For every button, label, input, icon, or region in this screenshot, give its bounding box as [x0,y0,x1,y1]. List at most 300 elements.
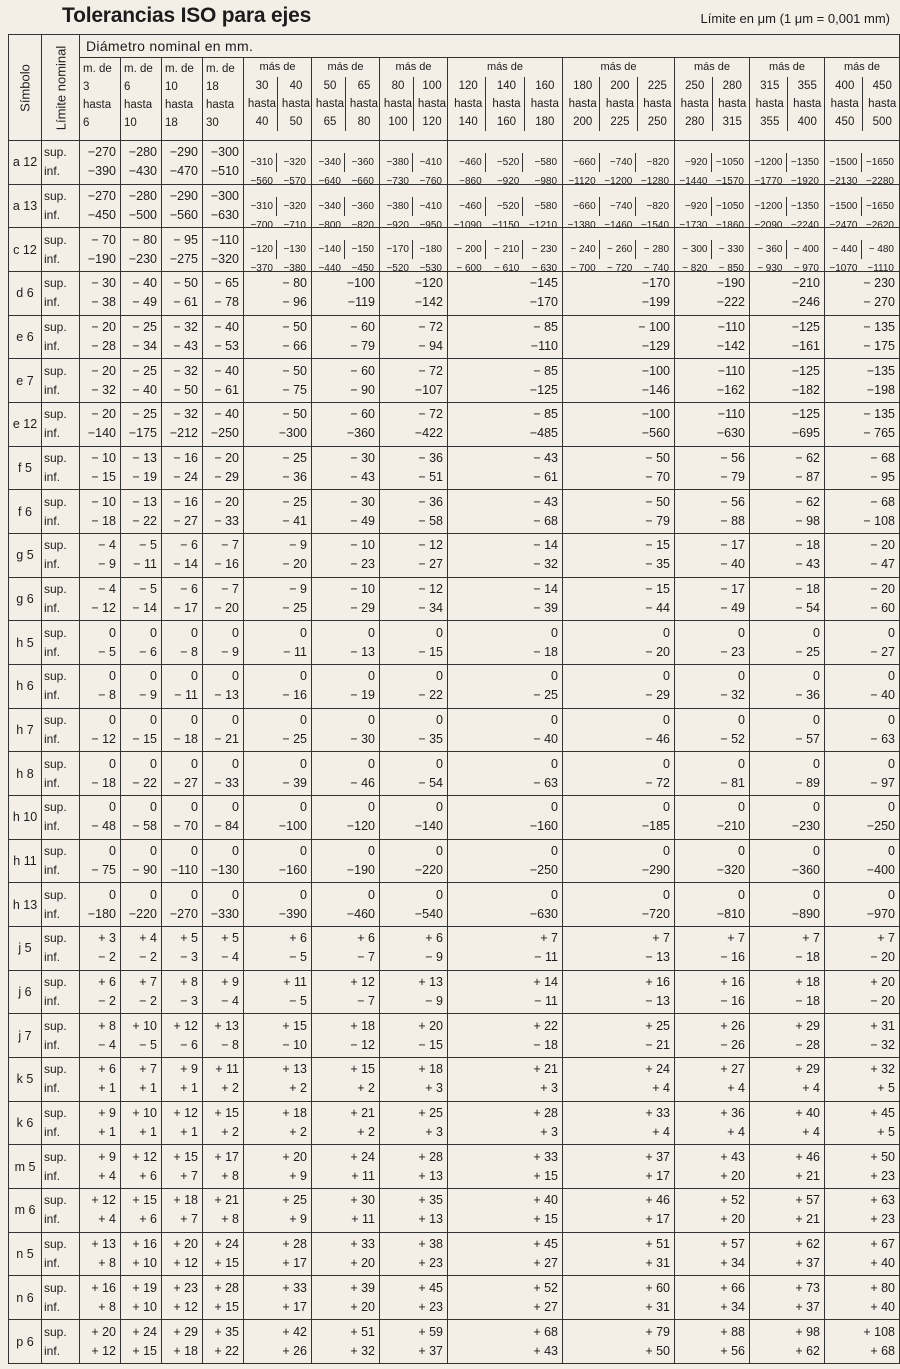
upper-limit-value: + 15 [282,1018,307,1033]
upper-limit-value: 0 [232,756,239,771]
upper-limit-value: + 12 [91,1193,116,1208]
value-cell [380,403,448,447]
value-cell [244,1232,312,1276]
value-subcell [380,197,412,228]
lower-limit-value: + 4 [727,1081,745,1096]
lower-limit-value: − 8 [98,688,116,703]
lower-limit-value: − 27 [173,775,198,790]
upper-limit-value: 0 [888,756,895,771]
table-row [9,839,900,883]
lower-limit-value: − 23 [720,644,745,659]
value-subcell [563,197,599,228]
upper-limit-value: + 6 [98,1062,116,1077]
range-header-text: hasta [530,98,559,110]
lower-limit-value: + 4 [802,1125,820,1140]
lower-limit-value: − 58 [132,819,157,834]
row-symbol: g 5 [9,534,42,578]
lower-limit-value: −161 [791,339,820,354]
lower-limit-value: −710 [283,219,306,228]
lower-limit-value: −500 [128,208,157,222]
limit-sup-label: sup. [44,1280,67,1295]
range-subcolumns [448,77,562,131]
value-cell [448,1232,563,1276]
lower-limit-value: − 84 [214,819,239,834]
lower-limit-value: − 14 [173,557,198,572]
upper-limit-value: + 24 [645,1062,670,1077]
upper-limit-value: −290 [169,189,198,203]
lower-limit-value: − 38 [91,295,116,310]
range-group-label: más de [843,61,881,73]
value-cell [825,184,900,228]
upper-limit-value: − 20 [91,363,116,378]
value-subcell [485,153,523,185]
range-group-label: más de [259,61,296,73]
upper-limit-value: − 20 [214,451,239,466]
upper-limit-value: + 12 [173,1018,198,1033]
upper-limit-value: −310 [250,200,273,212]
upper-limit-value: −300 [210,189,239,203]
limit-inf-label: inf. [44,906,61,921]
lower-limit-value: −370 [250,263,273,272]
value-subcell [563,153,599,185]
upper-limit-value: −140 [318,244,341,256]
upper-limit-value: 0 [738,800,745,815]
upper-limit-value: + 98 [795,1324,820,1339]
lower-limit-value: − 610 [494,263,520,272]
upper-limit-value: − 95 [173,232,198,247]
value-cell [80,927,121,971]
upper-limit-value: 0 [551,887,558,902]
value-cell [244,1189,312,1233]
upper-limit-value: + 5 [221,931,239,946]
upper-limit-value: −410 [419,156,442,168]
upper-limit-value: 0 [191,887,198,902]
value-cell [448,272,563,316]
value-cell [380,446,448,490]
table-row [9,883,900,927]
upper-limit-value: + 11 [283,975,307,990]
value-cell [380,796,448,840]
upper-limit-value: − 16 [173,494,198,509]
upper-limit-value: 0 [368,669,375,684]
lower-limit-value: − 6 [139,644,157,659]
upper-limit-value: + 52 [720,1193,745,1208]
upper-limit-value: − 300 [682,244,708,256]
upper-limit-value: + 27 [720,1062,745,1077]
lower-limit-value: − 24 [173,470,198,485]
range-header-text: 120 [458,80,478,92]
upper-limit-value: − 6 [180,538,198,553]
value-cell [312,1145,380,1189]
value-subcell [412,197,445,228]
value-subcell [599,240,636,272]
lower-limit-value: + 23 [418,1256,443,1271]
lower-limit-value: − 25 [795,644,820,659]
upper-limit-value: − 230 [531,244,558,256]
row-symbol: h 11 [9,839,42,883]
lower-limit-value: −270 [169,906,198,921]
upper-limit-value: 0 [551,713,558,728]
upper-limit-value: 0 [436,625,443,640]
row-limits [42,359,80,403]
row-symbol: k 6 [9,1101,42,1145]
upper-limit-value: − 15 [645,582,670,597]
lower-limit-value: −2240 [790,219,819,228]
value-cell [825,1232,900,1276]
table-body [9,141,900,1364]
range-header-text: 80 [391,80,405,92]
value-cell [448,1101,563,1145]
lower-limit-value: − 44 [645,601,670,616]
value-cell [244,184,312,228]
upper-limit-value: 0 [436,756,443,771]
value-cell [825,839,900,883]
lower-limit-value: −212 [169,426,198,441]
value-cell [312,839,380,883]
range-subcolumn [750,77,787,131]
value-cell [162,534,203,578]
upper-limit-value: + 52 [533,1280,558,1295]
upper-limit-value: 0 [109,713,116,728]
lower-limit-value: − 2 [139,994,157,1009]
lower-limit-value: − 20 [870,994,895,1009]
lower-limit-value: + 20 [720,1212,745,1227]
value-cell [750,796,825,840]
range-group-header [563,58,675,141]
range-header-text: 280 [685,116,705,128]
lower-limit-value: − 16 [282,688,307,703]
lower-limit-value: + 17 [282,1299,307,1314]
value-cell [563,1189,675,1233]
table-row [9,665,900,709]
value-cell [80,1014,121,1058]
range-header-text: hasta [793,98,822,110]
value-cell [448,796,563,840]
upper-limit-value: + 25 [645,1018,670,1033]
value-cell [203,446,244,490]
value-subcell [344,197,377,228]
row-limits [42,403,80,447]
lower-limit-value: + 15 [533,1212,558,1227]
value-cell [121,621,162,665]
value-subcell [448,153,485,185]
upper-limit-value: − 30 [91,276,116,291]
lower-limit-value: − 89 [795,775,820,790]
value-cell [380,1232,448,1276]
upper-limit-value: − 230 [863,276,895,291]
upper-limit-value: + 46 [645,1193,670,1208]
upper-limit-value: 0 [813,800,820,815]
limit-inf-label: inf. [44,688,61,703]
value-cell [312,359,380,403]
value-cell [750,883,825,927]
upper-limit-value: −300 [210,145,239,160]
lower-limit-value: − 18 [795,950,820,965]
lower-limit-value: −380 [283,263,306,272]
upper-limit-value: 0 [436,800,443,815]
range-header-text: 100 [422,80,442,92]
value-cell [448,970,563,1014]
lower-limit-value: −2470 [829,219,858,228]
upper-limit-value: 0 [663,844,670,859]
upper-limit-value: −1500 [829,200,858,212]
value-cell [750,359,825,403]
value-cell [448,839,563,883]
upper-limit-value: 0 [300,887,307,902]
value-cell [121,577,162,621]
range-header-text: 18 [165,117,178,129]
upper-limit-value: + 12 [132,1149,157,1164]
lower-limit-value: −560 [250,175,273,185]
lower-limit-value: − 175 [863,339,895,354]
upper-limit-value: 0 [663,669,670,684]
value-cell [448,141,563,185]
value-subcell [276,197,309,228]
lower-limit-value: −760 [419,175,442,185]
upper-limit-value: + 50 [870,1149,895,1164]
value-cell [825,883,900,927]
lower-limit-value: + 34 [720,1256,745,1271]
value-cell [162,796,203,840]
value-cell [380,665,448,709]
lower-limit-value: + 20 [350,1299,375,1314]
row-limits [42,1189,80,1233]
lower-limit-value: − 15 [91,470,116,485]
lower-limit-value: + 3 [425,1081,443,1096]
value-cell [244,272,312,316]
row-symbol: g 6 [9,577,42,621]
value-subcell [675,197,711,228]
lower-limit-value: − 20 [282,557,307,572]
value-cell [563,141,675,185]
upper-limit-value: −820 [646,200,670,212]
value-cell [448,534,563,578]
row-symbol: h 6 [9,665,42,709]
value-cell [563,1101,675,1145]
upper-limit-value: 0 [191,756,198,771]
upper-limit-value: 0 [150,844,157,859]
lower-limit-value: + 5 [877,1081,895,1096]
upper-limit-value: −170 [641,276,670,291]
limit-inf-label: inf. [44,1081,61,1096]
lower-limit-value: −920 [386,219,409,228]
lower-limit-value: − 34 [132,339,157,354]
range-header [162,58,203,141]
value-subcell [711,153,748,185]
range-header-text: 50 [289,116,303,128]
table-row [9,796,900,840]
range-header-text: 3 [83,81,90,93]
lower-limit-value: + 17 [645,1212,670,1227]
lower-limit-value: −290 [641,863,670,878]
value-cell [121,1145,162,1189]
lower-limit-value: + 15 [214,1256,239,1271]
value-cell [80,1058,121,1102]
upper-limit-value: − 20 [91,407,116,422]
upper-limit-value: −100 [641,407,670,422]
range-header-text: hasta [643,98,672,110]
upper-limit-value: − 85 [533,407,558,422]
lower-limit-value: − 54 [418,775,443,790]
table-row [9,1232,900,1276]
upper-limit-value: − 5 [139,538,157,553]
range-header-text: 65 [323,116,337,128]
lower-limit-value: − 13 [350,644,375,659]
range-header-text: 180 [535,116,555,128]
upper-limit-value: 0 [888,713,895,728]
range-subcolumn [380,77,413,131]
value-cell [162,1145,203,1189]
lower-limit-value: − 61 [214,382,239,397]
upper-limit-value: −1050 [715,156,744,168]
lower-limit-value: −140 [414,819,443,834]
lower-limit-value: − 79 [350,339,375,354]
upper-limit-value: 0 [551,669,558,684]
value-subcell [825,153,861,185]
value-cell [750,839,825,883]
range-header-text: hasta [206,99,235,111]
value-cell [825,621,900,665]
upper-limit-value: 0 [551,844,558,859]
lower-limit-value: − 21 [645,1037,670,1052]
upper-limit-value: −520 [496,156,520,168]
limit-sup-label: sup. [44,887,67,902]
upper-limit-value: −190 [716,276,745,291]
row-symbol: h 8 [9,752,42,796]
upper-limit-value: −360 [351,156,374,168]
value-cell [825,359,900,403]
row-symbol: c 12 [9,228,42,272]
value-cell [563,927,675,971]
value-cell [448,577,563,621]
lower-limit-value: −250 [210,426,239,441]
value-cell [203,141,244,185]
row-symbol: m 5 [9,1145,42,1189]
upper-limit-value: + 5 [180,931,198,946]
value-cell [675,1058,750,1102]
upper-limit-value: − 85 [533,363,558,378]
range-subcolumns [750,77,824,131]
upper-limit-value: 0 [813,713,820,728]
upper-limit-value: + 45 [418,1280,443,1295]
value-cell [563,490,675,534]
limit-sup-label: sup. [44,975,67,990]
lower-limit-value: + 8 [221,1168,239,1183]
value-cell [312,1058,380,1102]
lower-limit-value: −1210 [528,219,558,228]
limit-sup-label: sup. [44,320,67,335]
upper-limit-value: 0 [109,844,116,859]
value-subcells [825,240,897,272]
lower-limit-value: −220 [414,863,443,878]
limit-inf-label: inf. [44,208,61,222]
value-cell [162,1320,203,1364]
lower-limit-value: − 33 [214,775,239,790]
value-cell [80,839,121,883]
value-cell [162,1232,203,1276]
value-cell [448,1145,563,1189]
lower-limit-value: −275 [169,251,198,266]
lower-limit-value: − 98 [795,513,820,528]
value-cell [448,883,563,927]
lower-limit-value: − 70 [173,819,198,834]
lower-limit-value: −185 [641,819,670,834]
upper-limit-value: 0 [368,887,375,902]
value-cell [380,359,448,403]
value-cell [203,708,244,752]
range-header-text: m. de [124,63,153,75]
lower-limit-value: − 20 [870,950,895,965]
range-subcolumns [380,77,447,131]
lower-limit-value: − 19 [132,470,157,485]
value-cell [563,184,675,228]
upper-limit-value: − 14 [533,582,558,597]
value-cell [563,665,675,709]
value-cell [448,490,563,534]
value-cell [162,970,203,1014]
value-subcell [522,153,560,185]
lower-limit-value: − 27 [418,557,443,572]
upper-limit-value: + 51 [645,1237,670,1252]
value-cell [80,1276,121,1320]
upper-limit-value: + 25 [282,1193,307,1208]
upper-limit-value: + 73 [795,1280,820,1295]
table-row [9,577,900,621]
limit-inf-label: inf. [44,470,61,485]
value-cell [750,1145,825,1189]
upper-limit-value: + 45 [533,1237,558,1252]
upper-limit-value: + 28 [533,1106,558,1121]
lower-limit-value: − 66 [282,339,307,354]
row-limits [42,315,80,359]
value-cell [121,359,162,403]
lower-limit-value: − 850 [718,263,744,272]
upper-limit-value: −920 [684,156,708,168]
range-group-label: más de [693,61,731,73]
lower-limit-value: − 23 [350,557,375,572]
upper-limit-value: 0 [109,669,116,684]
value-cell [203,534,244,578]
range-subcolumn [712,77,750,131]
upper-limit-value: −170 [386,244,409,256]
lower-limit-value: + 8 [221,1212,239,1227]
lower-limit-value: − 29 [645,688,670,703]
value-cell [244,534,312,578]
lower-limit-value: − 9 [425,994,443,1009]
value-cell [312,970,380,1014]
lower-limit-value: − 87 [795,470,820,485]
range-subcolumns [312,77,379,131]
lower-limit-value: −730 [386,175,409,185]
lower-limit-value: − 2 [98,950,116,965]
range-header-text: 225 [610,116,630,128]
value-cell [162,315,203,359]
table-row [9,228,900,272]
upper-limit-value: −580 [534,156,558,168]
lower-limit-value: + 13 [418,1168,443,1183]
upper-limit-value: − 40 [214,320,239,335]
lower-limit-value: + 21 [795,1168,820,1183]
limit-inf-label: inf. [44,644,61,659]
value-cell [825,1189,900,1233]
upper-limit-value: 0 [232,887,239,902]
upper-limit-value: + 7 [802,931,820,946]
lower-limit-value: − 930 [757,263,783,272]
value-cell [380,228,448,272]
row-limits [42,228,80,272]
value-cell [121,1276,162,1320]
value-subcells [312,197,377,228]
